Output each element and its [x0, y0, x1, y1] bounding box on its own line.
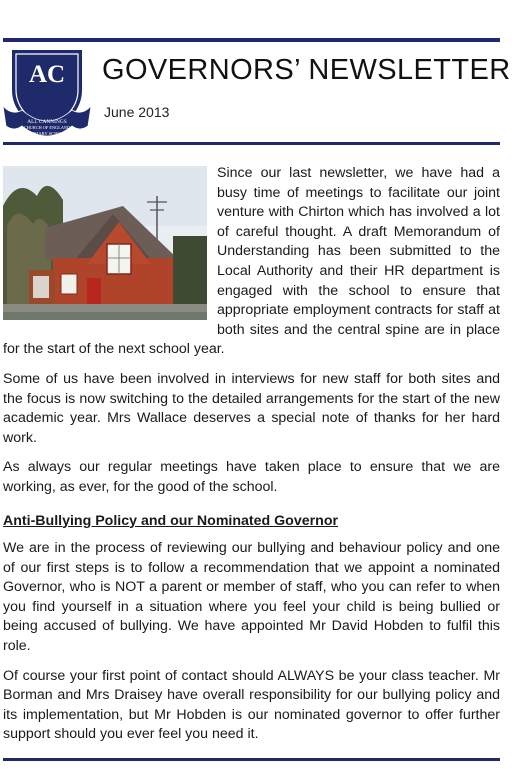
- school-building-photo: [3, 166, 207, 320]
- svg-text:ALL CANNINGS: ALL CANNINGS: [27, 119, 67, 125]
- section-paragraph-2: Of course your first point of contact should ALWAYS be your class teacher. Mr Borman and Mrs Draisey have overall responsibility for our bullying policy and its implementation, but Mr Hobden is our nominated governor to offer further support should you ever feel you need it.: [3, 667, 500, 743]
- svg-text:PRIMARY SCHOOL: PRIMARY SCHOOL: [26, 131, 68, 136]
- header-bottom-rule: [3, 142, 500, 145]
- header-top-rule: [3, 38, 500, 42]
- paragraph-2: Some of us have been involved in interviews for new staff for both sites and the focus is now switching to the detailed arrangements for the start of the new academic year. Mrs Wallace deserves a special note of thanks for her hard work.: [3, 370, 500, 446]
- newsletter-title: GOVERNORS’ NEWSLETTER: [102, 54, 511, 86]
- footer-rule: [3, 758, 500, 761]
- section-heading: Anti-Bullying Policy and our Nominated Governor: [3, 512, 339, 529]
- paragraph-3: As always our regular meetings have taken place to ensure that we are working, as ever, for the good of the school.: [3, 459, 500, 495]
- svg-text:AC: AC: [28, 61, 66, 88]
- school-crest-logo: [2, 46, 92, 142]
- newsletter-body: [3, 164, 500, 755]
- newsletter-date: June 2013: [104, 104, 170, 120]
- paragraph-1: Since our last newsletter, we have had a busy time of meetings to facilitate our joint venture with Chirton which has involved a lot of careful thought. A draft Memorandum of Understanding has been submitted to the Local Authority and their HR department is engaged with the school to ensure that appropriate employment contracts for staff at both sites and the central spine are in place for the start of the next school year.: [3, 165, 500, 358]
- section-paragraph-1: We are in the process of reviewing our bullying and behaviour policy and one of our first steps is to follow a recommendation that we appoint a nominated Governor, who is NOT a parent or member of staff, who you can refer to when you find yourself in a situation where you feel your child is being bullied or being accused of bullying. We have appointed Mr David Hobden to fulfil this role.: [3, 540, 500, 655]
- svg-text:CHURCH OF ENGLAND: CHURCH OF ENGLAND: [23, 125, 71, 130]
